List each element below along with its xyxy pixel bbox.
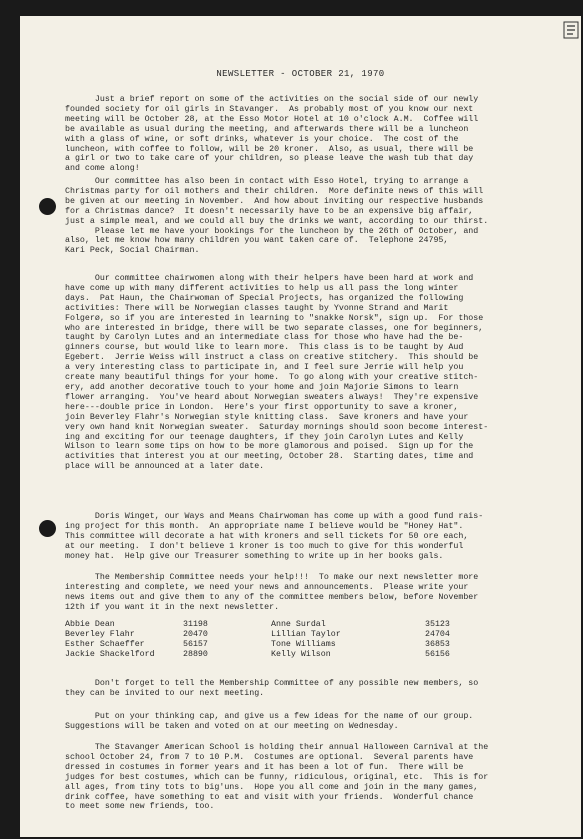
member-phone: 56157 [183,640,208,649]
member-phone: 24704 [425,630,450,639]
member-name: Esther Schaeffer [65,640,145,649]
member-phone: 28890 [183,650,208,659]
member-name: Beverley Flahr [65,630,135,639]
binder-hole-bottom [39,520,56,537]
member-phone: 20470 [183,630,208,639]
paragraph-group-name: Put on your thinking cap, and give us a few ideas for the name of our group. Suggestions will be taken and voted on at our meeting on Wednesday. [65,712,474,731]
binder-hole-top [39,198,56,215]
paragraph-ways-and-means: Doris Winget, our Ways and Means Chairwoman has come up with a good fund rais- ing project for this month. An appropriate name I believe would be "Honey Hat". This committee will decorate a hat with kroners and sell tickets for 50 ore each, at our meeting. I don't believe 1 kroner is too much to give for this wonderful money hat. Help give our Treasurer something to write up in her books gals. [65,512,484,561]
member-name: Jackie Shackelford [65,650,155,659]
member-phone: 31198 [183,620,208,629]
member-name: Abbie Dean [65,620,115,629]
member-name: Tone Williams [271,640,336,649]
member-name: Lillian Taylor [271,630,341,639]
member-name: Anne Surdal [271,620,326,629]
newsletter-page [20,16,581,837]
member-name: Kelly Wilson [271,650,331,659]
paragraph-halloween: The Stavanger American School is holding their annual Halloween Carnival at the school October 24, from 7 to 10 P.M. Costumes are optional. Several parents have dressed in costumes in former years and it has been a lot of fun. There will be judges for best costumes, which can be funny, ridiculous, original, etc. This is for all ages, from tiny tots to big'uns. Hope you all come and join in the many games, drink coffee, have something to eat and visit with your friends. Wonderful chance to meet some new friends, too. [65,743,489,812]
paragraph-activities: Our committee chairwomen along with their helpers have been hard at work and have come up with many different activities to help us all pass the long winter days. Pat Haun, the Chairwoman of Special Projects, has organized the following activities: There will be Norwegian classes taught by Yvonne Strand and Marit Folgerø, so if you are interested in learning to "snakke Norsk", sign up. For those who are interested in bridge, there will be two separate classes, one for beginners, taught by Carolyn Lutes and an intermediate class for those who have had the be- ginners course, but would like to learn more. This class is to be taught by Aud Egebert. Jerrie Weiss will instruct a class on creative stitchery. This should be a very interesting class to participate in, and I feel sure Jerrie will help you create many beautiful things for your home. To go along with your creative stitch- ery, add another decorative touch to your home and join Majorie Simons to learn flower arranging. You've heard about Norwegian sweaters always! They're expensive here---double price in London. Here's your first opportunity to save a kroner, join Beverley Flahr's Norwegian style knitting class. Save kroners and have your very own hand knit Norwegian sweater. Saturday mornings should soon become interest- ing and exciting for our teenage daughters, if they join Carolyn Lutes and Kelly Wilson to learn some tips on how to be more glamorous and poised. Sign up for the activities that interest you at our meeting, October 28. Starting dates, time and place will be announced at a later date. [65,274,489,472]
member-phone: 36853 [425,640,450,649]
newsletter-title: NEWSLETTER - OCTOBER 21, 1970 [216,69,385,79]
member-row [65,620,495,630]
archive-stamp-icon [563,21,579,39]
member-row [65,640,495,650]
member-row [65,650,495,660]
member-phone: 56156 [425,650,450,659]
paragraph-new-members: Don't forget to tell the Membership Committee of any possible new members, so they can be invited to our next meeting. [65,679,479,698]
paragraph-luncheon: Just a brief report on some of the activities on the social side of our newly founded society for oil girls in Stavanger. As probably most of you know our next meeting will be October 28, at the Esso Motor Hotel at 10 o'clock A.M. Coffee will be available as usual during the meeting, and afterwards there will be a luncheon with a glass of wine, or soft drinks, whatever is your choice. The cost of the luncheon, with coffee to follow, will be 20 kroner. Also, as usual, there will be a girl or two to take care of your children, so please leave the wash tub that day and come along! [65,95,479,174]
paragraph-christmas: Our committee has also been in contact with Esso Hotel, trying to arrange a Christmas party for oil mothers and their children. More definite news of this will be given at our meeting in November. And how about inviting our respective husbands for a Christmas dance? It doesn't necessarily have to be an expensive big affair, just a simple meal, and we could all buy the drinks we want, according to our thirst. Please let me have your bookings for the luncheon by the 26th of October, and also, let me know how many children you want taken care of. Telephone 24795, Kari Peck, Social Chairman. [65,177,489,256]
member-row [65,630,495,640]
member-phone: 35123 [425,620,450,629]
paragraph-membership: The Membership Committee needs your help!!! To make our next newsletter more interesting and complete, we need your news and announcements. Please write your news items out and give them to any of the committee members below, before November 12th if you want it in the next newsletter. [65,573,479,612]
